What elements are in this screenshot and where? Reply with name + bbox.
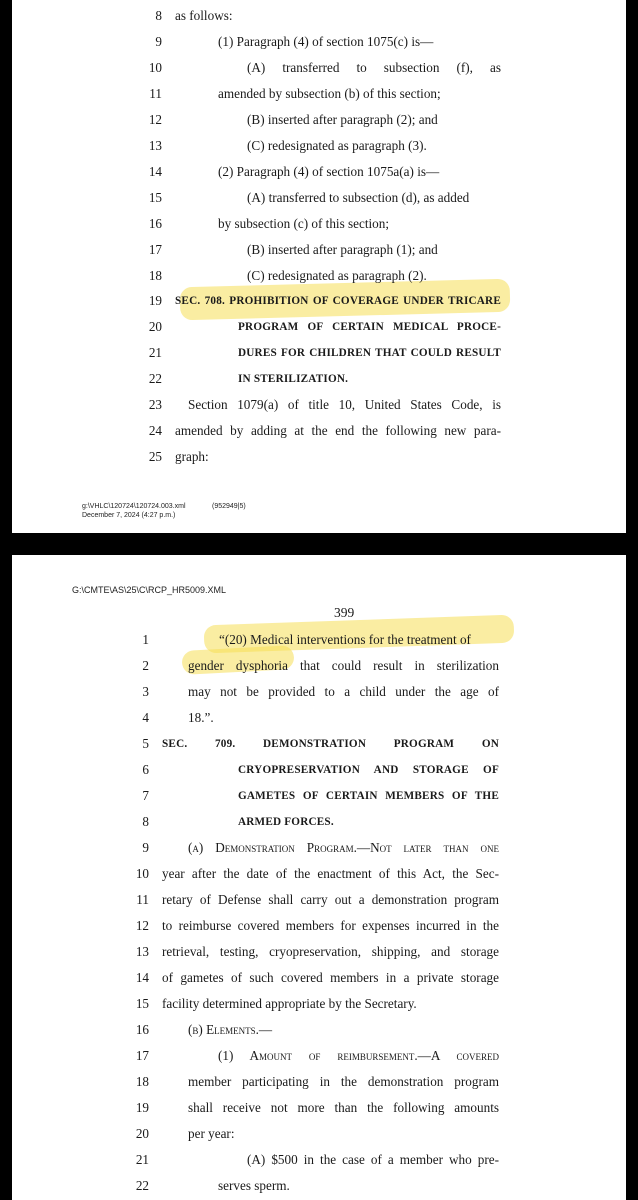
line-number: 13 [135, 944, 149, 959]
line-text: amended by subsection (b) of this section; [218, 86, 441, 101]
line-number: 1 [142, 632, 149, 647]
section-heading: CRYOPRESERVATION AND STORAGE OF [238, 764, 499, 776]
line-number: 14 [135, 970, 149, 985]
line-number: 22 [148, 371, 162, 386]
line-number: 11 [149, 86, 162, 101]
line-number: 8 [142, 814, 149, 829]
line-number: 4 [142, 710, 149, 725]
section-heading: ARMED FORCES. [238, 816, 334, 828]
line-text: (C) redesignated as paragraph (3). [247, 138, 427, 153]
line-number: 20 [148, 319, 162, 334]
line-text: facility determined appropriate by the Secretary. [162, 996, 417, 1011]
document-page-1 [12, 0, 626, 533]
section-heading: PROGRAM OF CERTAIN MEDICAL PROCE- [238, 321, 501, 333]
line-number: 15 [148, 190, 162, 205]
line-number: 5 [142, 736, 149, 751]
section-heading: SEC. 709. DEMONSTRATION PROGRAM ON [162, 738, 499, 750]
line-number: 7 [142, 788, 149, 803]
line-number: 12 [135, 918, 149, 933]
line-number: 21 [135, 1152, 149, 1167]
line-number: 18 [135, 1074, 149, 1089]
line-text: gender dysphoria that could result in sterilization [188, 658, 499, 673]
line-text: year after the date of the enactment of this Act, the Sec- [162, 866, 499, 881]
line-text: (A) transferred to subsection (f), as [247, 60, 501, 75]
line-number: 23 [148, 397, 162, 412]
page-number: 399 [334, 605, 355, 620]
line-text: (B) inserted after paragraph (1); and [247, 242, 438, 257]
line-text: (A) $500 in the case of a member who pre- [247, 1152, 499, 1167]
line-number: 24 [148, 423, 162, 438]
line-number: 15 [135, 996, 149, 1011]
line-text: “(20) Medical interventions for the treatment of [219, 632, 471, 647]
line-text: Section 1079(a) of title 10, United States Code, is [188, 397, 501, 412]
line-text: serves sperm. [218, 1178, 290, 1193]
line-text: (2) Paragraph (4) of section 1075a(a) is— [218, 164, 440, 179]
line-number: 6 [142, 762, 149, 777]
line-text: of gametes of such covered members in a private storage [162, 970, 499, 985]
line-number: 9 [155, 34, 162, 49]
line-text: per year: [188, 1126, 235, 1141]
line-text: member participating in the demonstration program [188, 1074, 499, 1089]
line-number: 13 [148, 138, 162, 153]
line-number: 17 [148, 242, 162, 257]
section-heading: DURES FOR CHILDREN THAT COULD RESULT [238, 347, 501, 359]
paragraph-heading: (1) Amount of reimbursement.—A covered [218, 1048, 499, 1063]
footer-code: (952949|5) [212, 503, 246, 510]
line-number: 3 [142, 684, 149, 699]
line-number: 11 [136, 892, 149, 907]
line-text: graph: [175, 449, 209, 464]
line-number: 10 [135, 866, 149, 881]
line-text: retrieval, testing, cryopreservation, shipping, and storage [162, 944, 499, 959]
line-text: (A) transferred to subsection (d), as added [247, 190, 470, 205]
line-number: 19 [148, 293, 162, 308]
line-number: 18 [148, 268, 162, 283]
section-heading: GAMETES OF CERTAIN MEMBERS OF THE [238, 790, 499, 802]
line-number: 16 [135, 1022, 149, 1037]
line-text: may not be provided to a child under the age of [188, 684, 499, 699]
line-number: 20 [135, 1126, 149, 1141]
line-number: 8 [155, 8, 162, 23]
line-number: 19 [135, 1100, 149, 1115]
line-number: 9 [142, 840, 149, 855]
line-number: 17 [135, 1048, 149, 1063]
section-heading: SEC. 708. PROHIBITION OF COVERAGE UNDER TRICARE [175, 295, 501, 307]
header-path: G:\CMTE\AS\25\C\RCP_HR5009.XML [72, 585, 227, 595]
line-text: shall receive not more than the following amounts [188, 1100, 499, 1115]
line-number: 12 [148, 112, 162, 127]
line-number: 21 [148, 345, 162, 360]
line-number: 2 [142, 658, 149, 673]
subsection-heading: (b) Elements.— [188, 1022, 273, 1037]
line-number: 22 [135, 1178, 149, 1193]
section-heading: IN STERILIZATION. [238, 373, 349, 385]
footer-date: December 7, 2024 (4:27 p.m.) [82, 512, 176, 519]
line-number: 25 [148, 449, 162, 464]
line-text: 18.”. [188, 710, 214, 725]
line-number: 14 [148, 164, 162, 179]
line-text: retary of Defense shall carry out a demonstration program [162, 892, 499, 907]
line-text: (B) inserted after paragraph (2); and [247, 112, 438, 127]
line-text: amended by adding at the end the following new para- [175, 423, 501, 438]
subsection-heading: (a) Demonstration Program.—Not later than one [188, 840, 499, 855]
line-text: to reimburse covered members for expenses incurred in the [162, 918, 499, 933]
line-number: 10 [148, 60, 162, 75]
line-text: by subsection (c) of this section; [218, 216, 390, 231]
line-number: 16 [148, 216, 162, 231]
line-text: (C) redesignated as paragraph (2). [247, 268, 427, 283]
footer-path: g:\VHLC\120724\120724.003.xml [82, 503, 186, 510]
document-page-2 [12, 555, 626, 1200]
line-text: (1) Paragraph (4) of section 1075(c) is— [218, 34, 434, 49]
line-text: as follows: [175, 8, 233, 23]
